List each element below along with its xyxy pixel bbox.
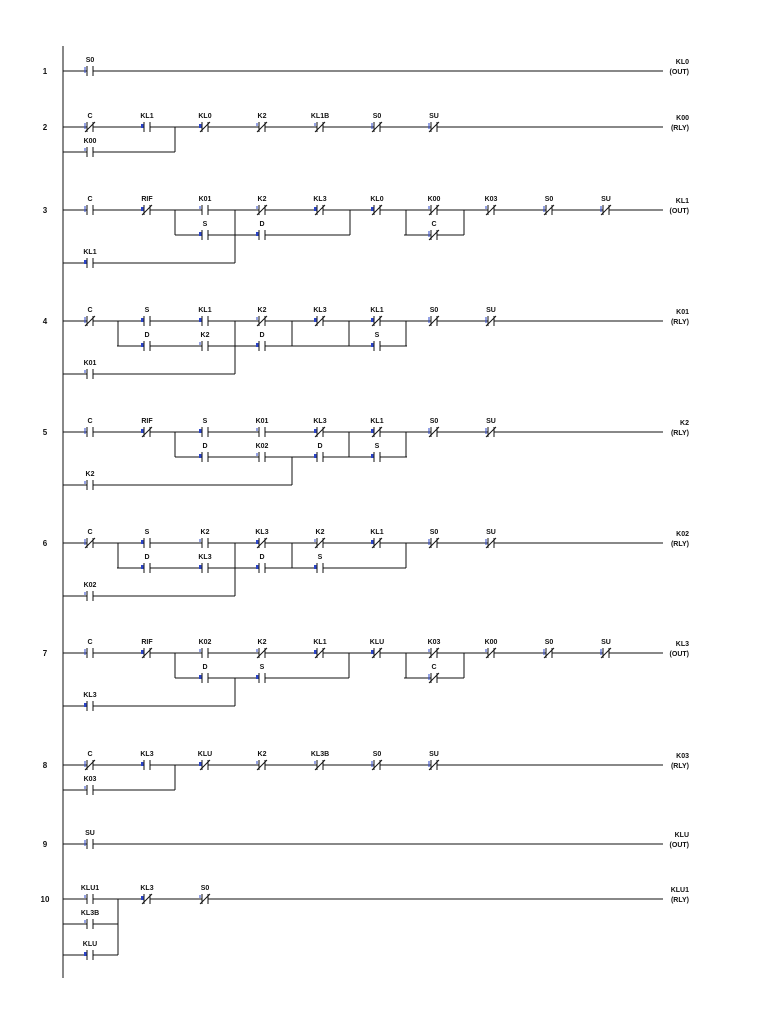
status-tick [372,761,373,767]
coil-type: (RLY) [670,541,689,548]
contact-label: S0 [429,307,439,314]
status-dot [199,454,201,458]
status-tick [429,231,430,237]
status-tick [315,123,316,126]
contact-label: D [202,443,208,450]
status-dot [199,762,201,766]
status-dot [141,896,143,900]
contact-label: KLU [82,941,98,948]
status-tick [85,761,86,767]
status-dot [256,540,258,544]
rung-number: 9 [42,840,48,849]
status-tick [429,761,430,767]
rung-number: 6 [42,539,48,548]
rung-10 [41,885,690,961]
contact-label: K02 [255,443,269,450]
contact-label: S [374,443,380,450]
status-tick [85,317,86,323]
contact-label: S [202,221,208,228]
coil-label: KLU [674,832,689,839]
contact-label: S0 [200,885,210,892]
status-dot [84,260,86,264]
coil-label: K01 [676,309,689,316]
status-dot [371,207,373,211]
contact-label: SU [429,751,439,758]
contact-label: KL3B [80,910,100,917]
status-tick [257,453,258,456]
status-tick [200,895,201,898]
status-tick [85,592,86,595]
status-dot [314,565,316,569]
status-tick [486,428,487,434]
coil-type: (RLY) [670,430,689,437]
status-dot [199,429,201,433]
contact-label: S0 [85,57,95,64]
status-tick [85,920,86,923]
contact-label: KL1 [370,418,384,425]
status-dot [141,762,143,766]
status-tick [85,481,86,484]
rung-4 [43,307,689,380]
contact-label: K2 [257,751,267,758]
contact-label: KLU [197,751,213,758]
contact-label: S [144,307,150,314]
status-dot [199,675,201,679]
status-dot [371,429,373,433]
contact-label: RIF [141,196,153,203]
contact-label: K00 [484,639,498,646]
coil-label: K03 [676,753,689,760]
contact-label: K03 [427,639,441,646]
status-tick [85,539,86,545]
rung-2 [43,113,689,158]
contact-label: K2 [257,307,267,314]
status-dot [256,565,258,569]
rung-number: 7 [42,649,48,658]
status-dot [256,675,258,679]
status-dot [141,124,143,128]
contact-label: KL3 [83,692,97,699]
contact-label: S [259,664,265,671]
contact-label: C [87,529,93,536]
contact-label: KL0 [198,113,212,120]
contact-label: KL1 [83,249,97,256]
status-dot [371,318,373,322]
contact-label: K2 [200,332,210,339]
coil-type: (RLY) [670,125,689,132]
status-tick [429,539,430,545]
contact-label: RIF [141,418,153,425]
status-tick [200,539,201,542]
contact-label: K2 [257,196,267,203]
status-dot [141,540,143,544]
contact-label: S [202,418,208,425]
status-tick [372,123,373,129]
contact-label: S0 [544,196,554,203]
contact-label: KL3 [198,554,212,561]
contact-label: SU [429,113,439,120]
rung-7 [43,639,689,712]
contact-label: K02 [198,639,212,646]
contact-label: KLU1 [80,885,100,892]
coil-type: (OUT) [669,69,689,76]
coil-type: (RLY) [670,897,689,904]
status-tick [85,370,86,373]
contact-label: SU [601,196,611,203]
rung-3 [43,196,689,269]
rung-5 [43,418,689,491]
contact-label: D [202,664,208,671]
status-tick [85,428,86,434]
status-tick [429,206,430,209]
status-tick [257,123,258,126]
rung-number: 4 [42,317,48,326]
status-dot [256,343,258,347]
contact-label: KL3 [140,751,154,758]
contact-label: KL1B [310,113,330,120]
contact-label: D [144,554,150,561]
status-dot [199,565,201,569]
contact-label: KL1 [313,639,327,646]
contact-label: K2 [200,529,210,536]
contact-label: S0 [372,113,382,120]
contact-label: K01 [255,418,269,425]
contact-label: SU [85,830,95,837]
contact-label: SU [486,307,496,314]
rung-9 [43,830,689,850]
rung-number: 2 [42,123,48,132]
status-tick [85,67,86,73]
rung-number: 8 [42,761,48,770]
contact-label: K03 [83,776,97,783]
status-tick [85,206,86,212]
contact-label: RIF [141,639,153,646]
coil-type: (OUT) [669,651,689,658]
contact-label: C [87,751,93,758]
rung-number: 3 [42,206,48,215]
contact-label: KL3 [313,196,327,203]
status-tick [257,206,258,209]
status-tick [257,317,258,320]
contact-label: K00 [83,138,97,145]
contact-label: KL3 [313,418,327,425]
contact-label: D [259,221,265,228]
status-tick [429,317,430,323]
contact-label: D [317,443,323,450]
status-dot [314,454,316,458]
contact-label: K2 [85,471,95,478]
status-dot [371,343,373,347]
status-tick [315,761,316,764]
contact-label: D [144,332,150,339]
contact-label: C [87,113,93,120]
status-dot [141,650,143,654]
status-tick [200,206,201,209]
contact-label: D [259,332,265,339]
contact-label: C [87,639,93,646]
contact-label: C [87,196,93,203]
contact-label: S0 [544,639,554,646]
status-tick [200,342,201,345]
coil-label: K02 [676,531,689,538]
status-tick [85,786,86,789]
coil-label: KL1 [675,198,689,205]
rung-number: 10 [40,895,50,904]
coil-type: (OUT) [669,842,689,849]
status-dot [371,540,373,544]
contact-label: K01 [83,360,97,367]
status-tick [85,123,86,129]
contact-label: KL0 [370,196,384,203]
contact-label: K2 [257,113,267,120]
contact-label: S0 [372,751,382,758]
status-tick [200,649,201,652]
status-tick [85,148,86,151]
coil-type: (OUT) [669,208,689,215]
status-tick [257,649,258,652]
contact-label: KL1 [370,307,384,314]
status-dot [371,454,373,458]
coil-label: K2 [680,420,689,427]
contact-label: KL3 [140,885,154,892]
contact-label: KL3B [310,751,330,758]
contact-label: C [431,664,437,671]
status-tick [257,761,258,764]
rung-1 [43,57,689,77]
status-tick [486,206,487,209]
status-tick [486,649,487,652]
contact-label: KL1 [198,307,212,314]
rung-8 [43,751,689,796]
status-tick [544,206,545,212]
coil-type: (RLY) [670,319,689,326]
status-tick [429,649,430,652]
status-tick [429,123,430,129]
coil-label: KL3 [675,641,689,648]
status-tick [429,674,430,680]
contact-label: C [431,221,437,228]
coil-type: (RLY) [670,763,689,770]
contact-label: KL3 [255,529,269,536]
status-dot [314,429,316,433]
status-tick [257,428,258,431]
status-dot [141,565,143,569]
contact-label: K03 [484,196,498,203]
contact-label: SU [486,418,496,425]
status-tick [544,649,545,655]
status-dot [314,318,316,322]
status-dot [141,318,143,322]
coil-label: KLU1 [670,887,689,894]
contact-label: SU [601,639,611,646]
status-dot [141,207,143,211]
status-tick [486,317,487,323]
contact-label: D [259,554,265,561]
status-dot [371,650,373,654]
rung-number: 5 [42,428,48,437]
rung-number: 1 [42,67,48,76]
status-dot [256,232,258,236]
status-tick [486,539,487,545]
rung-6 [43,529,689,602]
contact-label: KL1 [140,113,154,120]
status-dot [141,343,143,347]
contact-label: KL1 [370,529,384,536]
status-dot [199,232,201,236]
status-tick [85,840,86,846]
contact-label: KL3 [313,307,327,314]
contact-label: C [87,307,93,314]
contact-label: C [87,418,93,425]
status-dot [84,703,86,707]
status-tick [601,206,602,212]
status-dot [314,207,316,211]
status-tick [315,539,316,542]
status-dot [199,124,201,128]
contact-label: S0 [429,418,439,425]
contact-label: S [317,554,323,561]
status-dot [84,952,86,956]
status-tick [85,649,86,655]
contact-label: K2 [257,639,267,646]
contact-label: SU [486,529,496,536]
contact-label: K01 [198,196,212,203]
contact-label: S [144,529,150,536]
status-tick [601,649,602,655]
status-dot [141,429,143,433]
coil-label: K00 [676,115,689,122]
coil-label: KL0 [675,59,689,66]
status-dot [199,318,201,322]
status-tick [429,428,430,434]
contact-label: S0 [429,529,439,536]
contact-label: K02 [83,582,97,589]
status-tick [85,895,86,898]
contact-label: K2 [315,529,325,536]
contact-label: S [374,332,380,339]
contact-label: K00 [427,196,441,203]
status-dot [314,650,316,654]
contact-label: KLU [369,639,385,646]
